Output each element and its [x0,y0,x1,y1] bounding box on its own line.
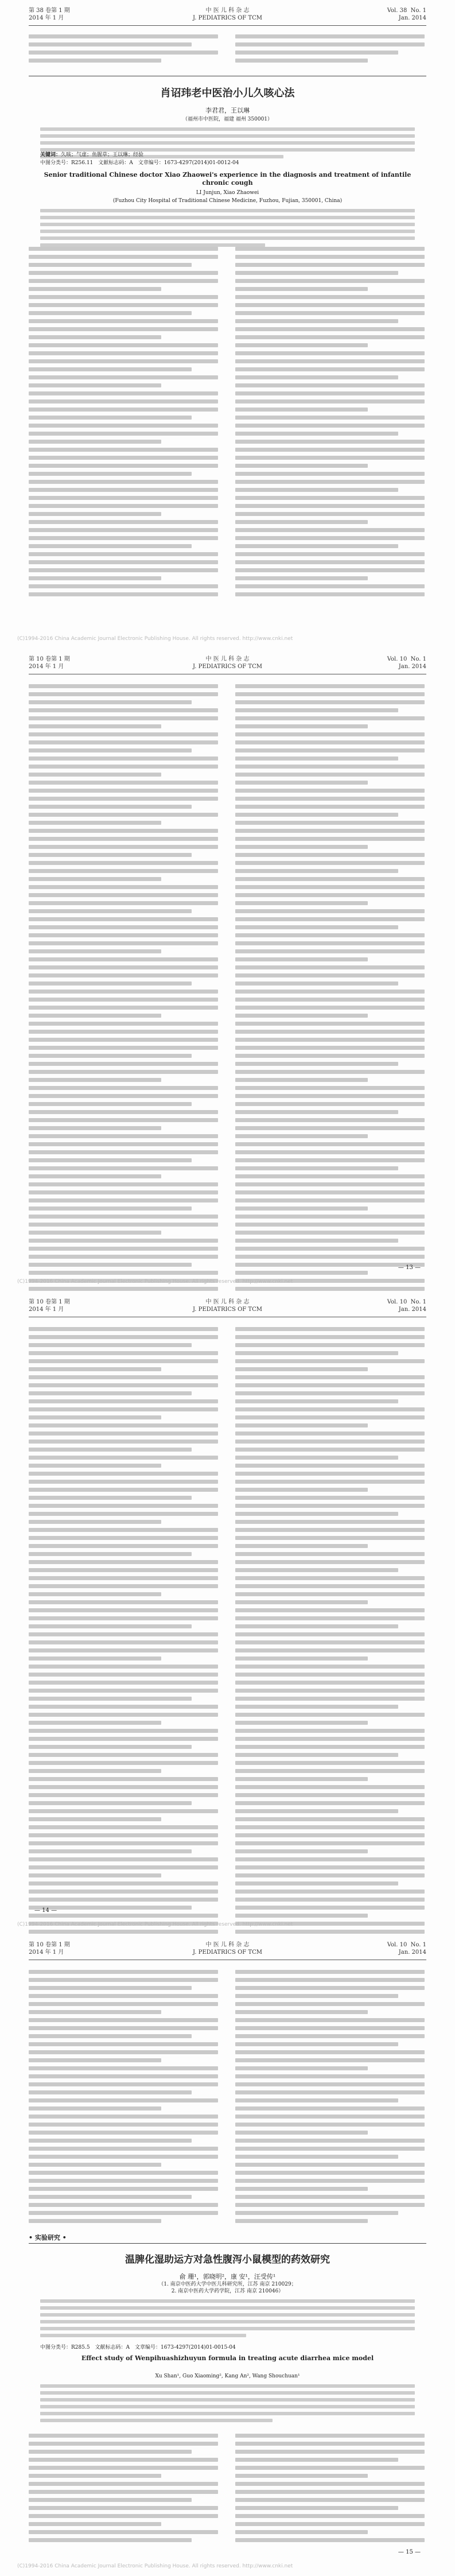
body-column-right [235,684,425,1291]
page-header [29,1940,426,1960]
page-number: — 13 — [398,1264,421,1271]
body-column-right [235,247,425,600]
body-column-left [29,684,218,1291]
abstract-en [40,2384,415,2426]
header-volume-en: Vol. 38 No. 1 Jan. 2014 [387,7,426,21]
body-column-left [29,1327,218,1934]
header-journal: 中 医 儿 科 杂 志 J. PEDIATRICS OF TCM [193,1942,262,1956]
body-column-right [235,2434,425,2546]
abstract-zh [40,2299,415,2341]
body-column-right [235,1327,425,1934]
header-volume-en: Vol. 10 No. 1 Jan. 2014 [387,1299,426,1313]
header-volume-en: Vol. 10 No. 1 Jan. 2014 [387,656,426,670]
body-column-left [29,2434,218,2546]
journal-page-3 [0,1291,455,1934]
header-journal: 中 医 儿 科 杂 志 J. PEDIATRICS OF TCM [193,7,262,21]
article-authors: 俞 珊¹，郭晓明²，康 安¹，汪受传¹ [179,2273,276,2280]
journal-page-2 [0,649,455,1291]
divider [29,2243,426,2244]
english-affiliation: (Fuzhou City Hospital of Traditional Chinese Medicine, Fuzhou, Fujian, 350001, China) [112,198,343,204]
body-column-left [29,1970,218,2227]
section-label: • 实验研究 • [29,2234,67,2241]
keywords-label: 关键词： [40,152,61,158]
keywords-row [40,150,415,158]
article-affiliation: （福州市中医院，福建 福州 350001） [182,117,273,122]
article-title: 肖诏玮老中医治小儿久咳心法 [160,87,295,99]
header-volume: 第 38 卷第 1 期 2014 年 1 月 [29,7,70,21]
english-title: Senior traditional Chinese doctor Xiao Zhaowei's experience in the diagnosis and treatment of infantile chronic cough [44,171,411,187]
text-column-right [235,34,425,67]
header-volume: 第 10 卷第 1 期 2014 年 1 月 [29,1299,70,1313]
page-header [29,1297,426,1317]
journal-page-1 [0,0,455,649]
page-number: — 15 — [398,2549,421,2555]
watermark: (C)1994-2016 China Academic Journal Electronic Publishing House. All rights reserved. http://www.cnki.net [17,636,293,642]
header-volume: 第 10 卷第 1 期 2014 年 1 月 [29,1942,70,1956]
page-header [29,654,426,674]
header-volume: 第 10 卷第 1 期 2014 年 1 月 [29,656,70,670]
classification: 中图分类号：R285.5 文献标志码：A 文章编号：1673-4297(2014)01-0015-04 [40,2345,236,2350]
body-column-right [235,1970,425,2227]
english-authors: Xu Shan¹, Guo Xiaoming², Kang An², Wang Shouchuan¹ [155,2373,300,2379]
classification: 中图分类号：R256.11 文献标志码：A 文章编号：1673-4297(2014)01-0012-04 [40,160,239,166]
page-header [29,6,426,26]
article-affiliation: （1. 南京中医药大学中医儿科研究所，江苏 南京 210029； 2. 南京中医药大学药学院，江苏 南京 210046） [158,2282,297,2294]
watermark: (C)1994-2016 China Academic Journal Electronic Publishing House. All rights reserved. http://www.cnki.net [17,1922,293,1927]
page-number: — 14 — [34,1907,57,1914]
header-volume-en: Vol. 10 No. 1 Jan. 2014 [387,1942,426,1956]
abstract-en [40,209,415,250]
article-authors: 李君君，王以琳 [205,107,250,114]
watermark: (C)1994-2016 China Academic Journal Electronic Publishing House. All rights reserved. http://www.cnki.net [17,2563,293,2569]
header-journal: 中 医 儿 科 杂 志 J. PEDIATRICS OF TCM [193,656,262,670]
watermark: (C)1994-2016 China Academic Journal Electronic Publishing House. All rights reserved. http://www.cnki.net [17,1279,293,1285]
english-title: Effect study of Wenpihuashizhuyun formula in treating acute diarrhea mice model [81,2354,374,2362]
header-journal: 中 医 儿 科 杂 志 J. PEDIATRICS OF TCM [193,1299,262,1313]
keywords: 久咳；气虚；鱼腥草；王以琳；经验 [61,152,144,158]
body-column-left [29,247,218,600]
english-authors: LI Junjun, Xiao Zhaowei [196,190,259,196]
journal-page-4 [0,1934,455,2576]
text-column-left [29,34,218,67]
article-title: 温脾化湿助运方对急性腹泻小鼠模型的药效研究 [125,2254,330,2265]
